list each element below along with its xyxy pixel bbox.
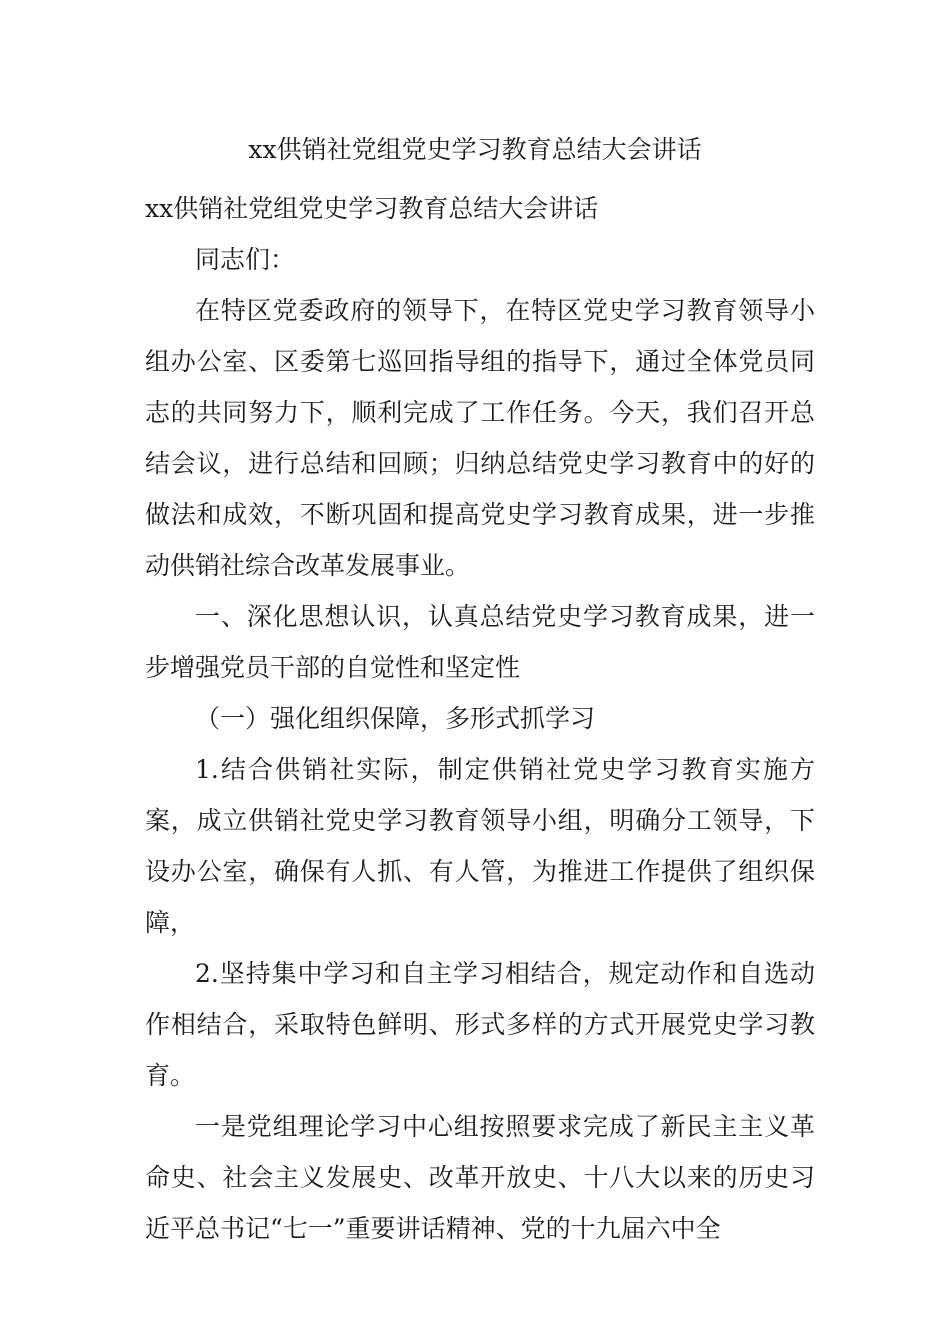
subsection-heading-1: （一）强化组织保障，多形式抓学习: [195, 704, 596, 733]
greeting: 同志们：: [195, 245, 296, 274]
document-subtitle: xx供销社党组党史学习教育总结大会讲话: [145, 194, 599, 223]
paragraph-point-1: 一是党组理论学习中心组按照要求完成了新民主主义革命史、社会主义发展史、改革开放史、十八大以来的历史习近平总书记“七一”重要讲话精神、党的十九届六中全: [145, 1112, 815, 1243]
document-title: xx供销社党组党史学习教育总结大会讲话: [248, 135, 702, 164]
paragraph-intro: 在特区党委政府的领导下，在特区党史学习教育领导小组办公室、区委第七巡回指导组的指导下，通过全体党员同志的共同努力下，顺利完成了工作任务。今天，我们召开总结会议，进行总结和回顾；归纳总结党史学习教育中的好的做法和成效，不断巩固和提高党史学习教育成果，进一步推动供销社综合改革发展事业。: [145, 296, 815, 580]
document-body: [145, 183, 815, 1254]
paragraph-item-2: 2.坚持集中学习和自主学习相结合，规定动作和自选动作相结合，采取特色鲜明、形式多样的方式开展党史学习教育。: [145, 959, 815, 1090]
paragraph-item-1: 1.结合供销社实际，制定供销社党史学习教育实施方案，成立供销社党史学习教育领导小组，明确分工领导，下设办公室，确保有人抓、有人管，为推进工作提供了组织保障，: [145, 755, 815, 937]
section-heading-1: 一、深化思想认识，认真总结党史学习教育成果，进一步增强党员干部的自觉性和坚定性: [145, 602, 815, 682]
